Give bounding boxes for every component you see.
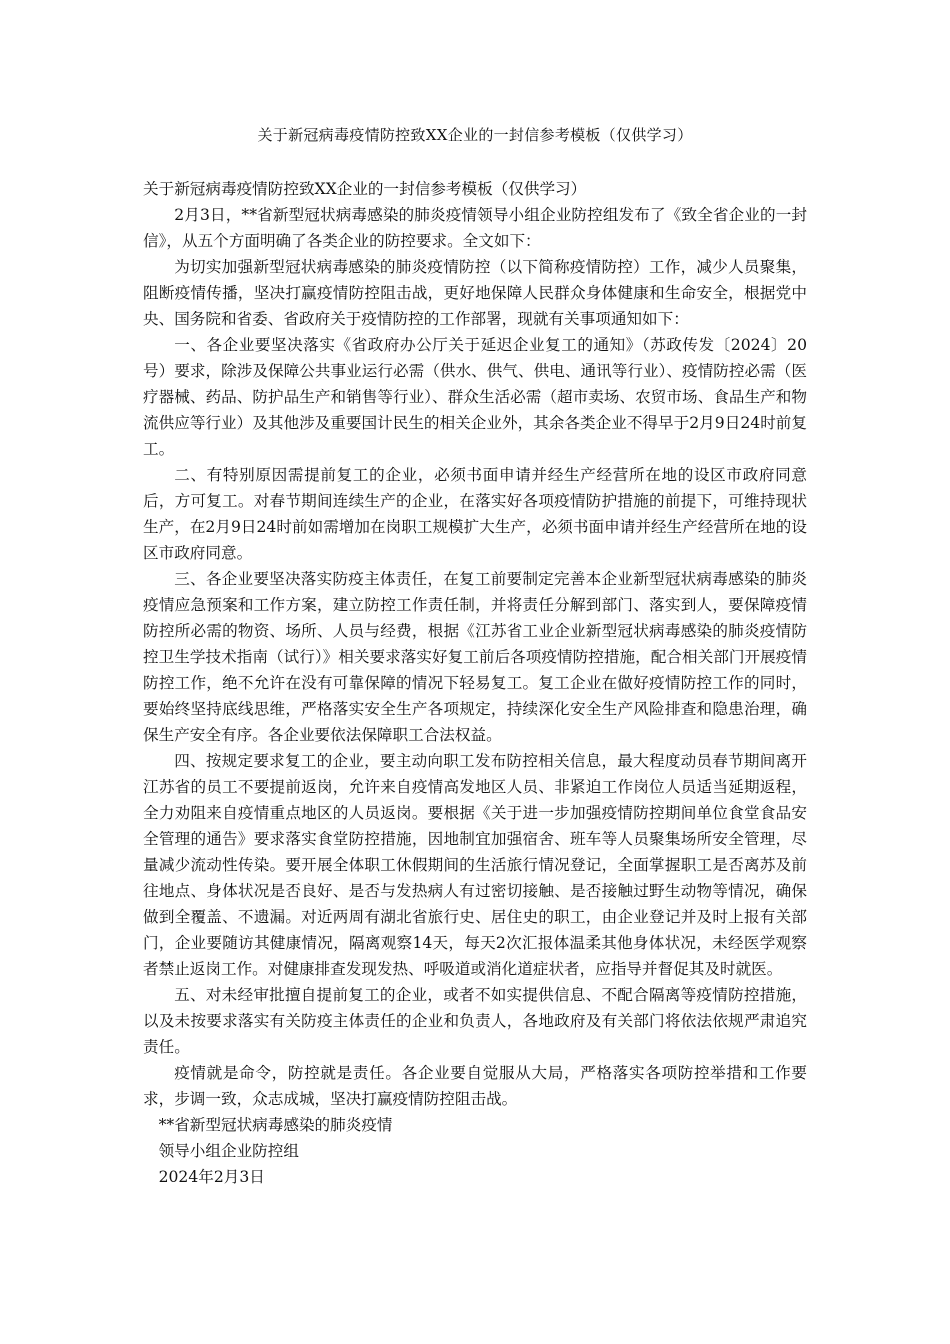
signature-org-line-2: 领导小组企业防控组 xyxy=(158,1142,299,1160)
signature-date: 2024年2月3日 xyxy=(158,1168,265,1186)
page-header-title: 关于新冠病毒疫情防控致XX企业的一封信参考模板（仅供学习） xyxy=(257,126,693,144)
preamble-paragraph: 为切实加强新型冠状病毒感染的肺炎疫情防控（以下简称疫情防控）工作，减少人员聚集，阻断疫情传播，坚决打赢疫情防控阻击战，更好地保障人民群众身体健康和生命安全，根据党中央、国务院和省委、省政府关于疫情防控的工作部署，现就有关事项通知如下： xyxy=(143,258,807,328)
item-1-paragraph: 一、各企业要坚决落实《省政府办公厅关于延迟企业复工的通知》（苏政传发〔2024〕20号）要求，除涉及保障公共事业运行必需（供水、供气、供电、通讯等行业）、疫情防控必需（医疗器械、药品、防护品生产和销售等行业）、群众生活必需（超市卖场、农贸市场、食品生产和物流供应等行业）及其他涉及重要国计民生的相关企业外，其余各类企业不得早于2月9日24时前复工。 xyxy=(143,336,807,458)
item-5-paragraph: 五、对未经审批擅自提前复工的企业，或者不如实提供信息、不配合隔离等疫情防控措施，以及未按要求落实有关防疫主体责任的企业和负责人，各地政府及有关部门将依法依规严肃追究责任。 xyxy=(143,986,807,1056)
item-4-paragraph: 四、按规定要求复工的企业，要主动向职工发布防控相关信息，最大程度动员春节期间离开江苏省的员工不要提前返岗，允许来自疫情高发地区人员、非紧迫工作岗位人员适当延期返程，全力劝阻来自疫情重点地区的人员返岗。要根据《关于进一步加强疫情防控期间单位食堂食品安全管理的通告》要求落实食堂防控措施，因地制宜加强宿舍、班车等人员聚集场所安全管理，尽量减少流动性传染。要开展全体职工休假期间的生活旅行情况登记，全面掌握职工是否离苏及前往地点、身体状况是否良好、是否与发热病人有过密切接触、是否接触过野生动物等情况，确保做到全覆盖、不遗漏。对近两周有湖北省旅行史、居住史的职工，由企业登记并及时上报有关部门，企业要随访其健康情况，隔离观察14天，每天2次汇报体温柔其他身体状况，未经医学观察者禁止返岗工作。对健康排查发现发热、呼吸道或消化道症状者，应指导并督促其及时就医。 xyxy=(143,752,807,978)
document-body xyxy=(143,176,807,1190)
item-2-paragraph: 二、有特别原因需提前复工的企业，必须书面申请并经生产经营所在地的设区市政府同意后，方可复工。对春节期间连续生产的企业，在落实好各项疫情防护措施的前提下，可维持现状生产，在2月9日24时前如需增加在岗职工规模扩大生产，必须书面申请并经生产经营所在地的设区市政府同意。 xyxy=(143,466,807,562)
intro-paragraph: 2月3日，**省新型冠状病毒感染的肺炎疫情领导小组企业防控组发布了《致全省企业的一封信》，从五个方面明确了各类企业的防控要求。全文如下： xyxy=(143,206,807,250)
signature-org-line-1: **省新型冠状病毒感染的肺炎疫情 xyxy=(158,1116,393,1134)
item-3-paragraph: 三、各企业要坚决落实防疫主体责任，在复工前要制定完善本企业新型冠状病毒感染的肺炎疫情应急预案和工作方案，建立防控工作责任制，并将责任分解到部门、落实到人，要保障疫情防控所必需的物资、场所、人员与经费，根据《江苏省工业企业新型冠状病毒感染的肺炎疫情防控卫生学技术指南（试行）》相关要求落实好复工前后各项疫情防控措施，配合相关部门开展疫情防控工作，绝不允许在没有可靠保障的情况下轻易复工。复工企业在做好疫情防控工作的同时，要始终坚持底线思维，严格落实安全生产各项规定，持续深化安全生产风险排查和隐患治理，确保生产安全有序。各企业要依法保障职工合法权益。 xyxy=(143,570,807,744)
document-subtitle: 关于新冠病毒疫情防控致XX企业的一封信参考模板（仅供学习） xyxy=(143,180,587,198)
closing-paragraph: 疫情就是命令，防控就是责任。各企业要自觉服从大局，严格落实各项防控举措和工作要求，步调一致，众志成城，坚决打赢疫情防控阻击战。 xyxy=(143,1064,807,1108)
